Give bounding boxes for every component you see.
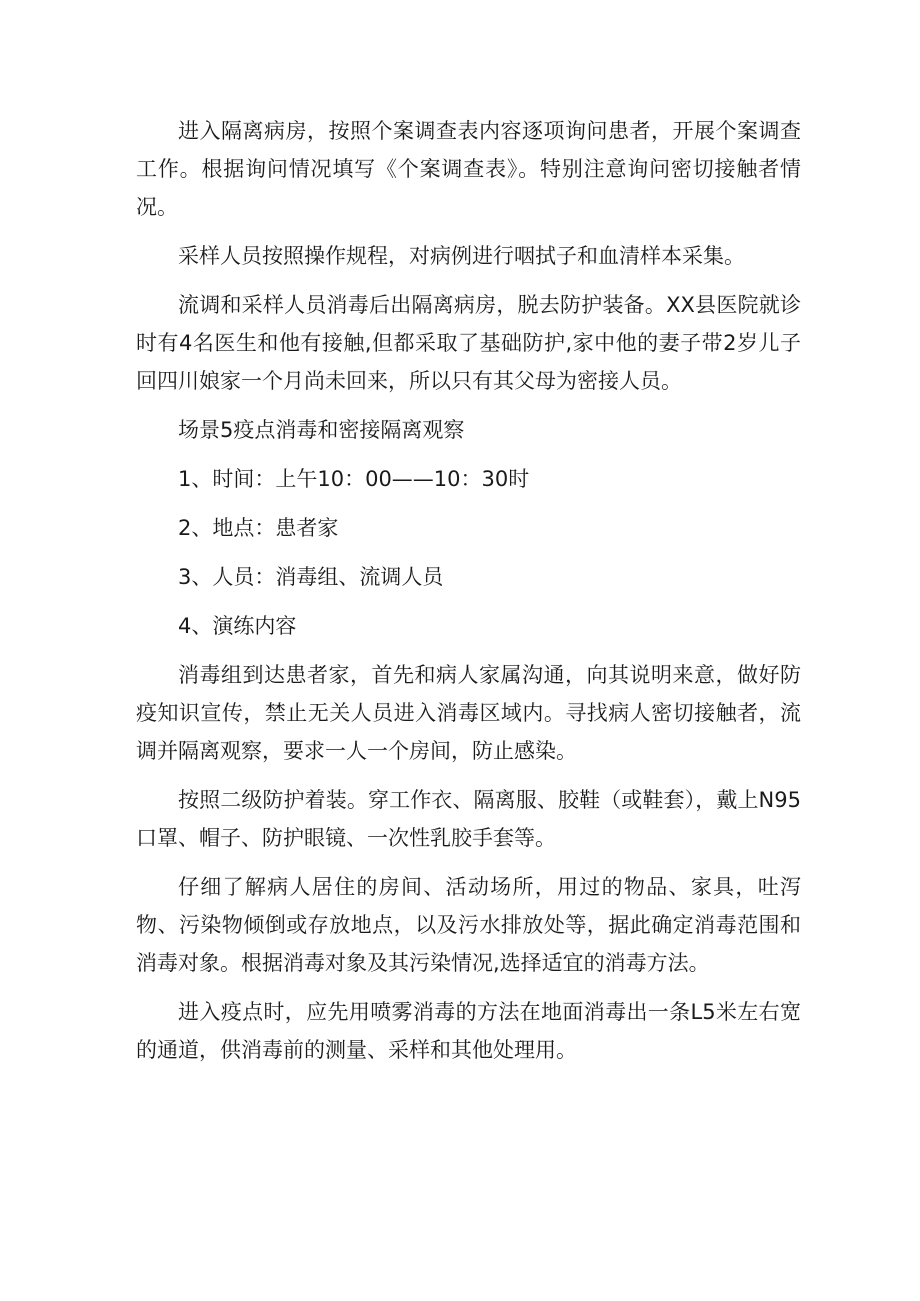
paragraph-case-investigation: 进入隔离病房，按照个案调查表内容逐项询问患者，开展个案调查工作。根据询问情况填写《个案调查表》。特别注意询问密切接触者情况。 [136,119,801,219]
item-location: 2、地点：患者家 [178,516,339,540]
paragraph-sampling: 采样人员按照操作规程，对病例进行咽拭子和血清样本采集。 [178,244,745,268]
paragraph-disinfection-arrival: 消毒组到达患者家，首先和病人家属沟通，向其说明来意，做好防疫知识宣传，禁止无关人员进入消毒区域内。寻找病人密切接触者，流调并隔离观察，要求一人一个房间，防止感染。 [136,663,801,763]
paragraph-exit-ward: 流调和采样人员消毒后出隔离病房，脱去防护装备。XX县医院就诊时有4名医生和他有接触,但都采取了基础防护,家中他的妻子带2岁儿子回四川娘家一个月尚未回来，所以只有其父母为密接人员。 [136,293,801,393]
paragraph-protective-gear: 按照二级防护着装。穿工作衣、隔离服、胶鞋（或鞋套），戴上N95口罩、帽子、防护眼镜、一次性乳胶手套等。 [136,788,801,850]
document-body [136,112,801,1069]
item-drill-content: 4、演练内容 [178,614,297,638]
item-personnel: 3、人员：消毒组、流调人员 [178,565,444,589]
paragraph-scope: 仔细了解病人居住的房间、活动场所，用过的物品、家具，吐泻物、污染物倾倒或存放地点，以及污水排放处等，据此确定消毒范围和消毒对象。根据消毒对象及其污染情况,选择适宜的消毒方法。 [136,875,801,975]
item-time: 1、时间：上午10：00——10：30时 [178,467,530,491]
scene-heading: 场景5疫点消毒和密接隔离观察 [178,418,465,442]
paragraph-spray-passage: 进入疫点时，应先用喷雾消毒的方法在地面消毒出一条L5米左右宽的通道，供消毒前的测量、采样和其他处理用。 [136,1000,801,1062]
